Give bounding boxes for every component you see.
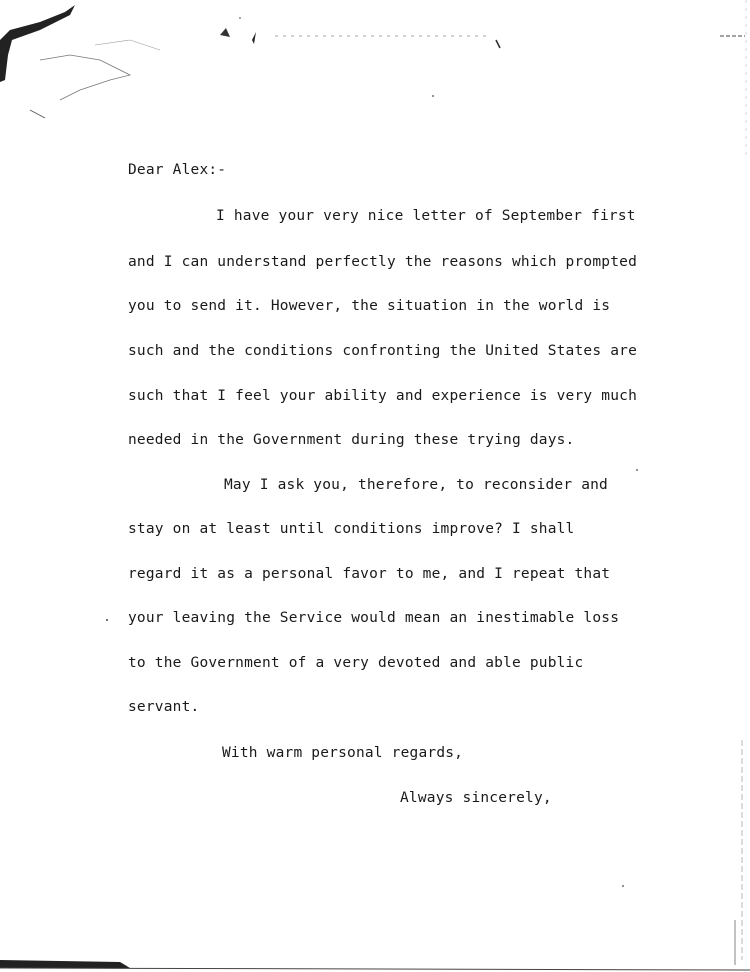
paragraph-1-line-4: such and the conditions confronting the United States are [128, 343, 637, 359]
scan-artifact-line [30, 110, 45, 118]
scan-artifact-corner [0, 5, 75, 82]
scan-artifact-bottom [0, 968, 750, 970]
salutation: Dear Alex:- [128, 162, 227, 178]
scan-artifact-bottom [0, 960, 130, 968]
paragraph-2-line-5: to the Government of a very devoted and able public [128, 655, 584, 671]
scan-artifact-dot [239, 17, 241, 19]
scan-artifact-dot [432, 95, 434, 97]
paragraph-2-line-3: regard it as a personal favor to me, and I repeat that [128, 566, 611, 582]
paragraph-2-line-4: your leaving the Service would mean an inestimable loss [128, 610, 620, 626]
scan-artifact-line [95, 40, 160, 50]
paragraph-1-line-5: such that I feel your ability and experience is very much [128, 388, 637, 404]
paragraph-1-line-1: I have your very nice letter of September first [216, 208, 636, 224]
scan-artifact-mark [220, 28, 230, 37]
scan-artifact-dot [622, 885, 624, 887]
paragraph-2-line-2: stay on at least until conditions improve? I shall [128, 521, 575, 537]
scan-artifact-line [40, 55, 130, 100]
scan-artifact-mark [496, 40, 500, 48]
scan-artifact-dot [106, 619, 108, 621]
paragraph-2-line-1: May I ask you, therefore, to reconsider and [224, 477, 608, 493]
paragraph-1-line-3: you to send it. However, the situation in the world is [128, 298, 611, 314]
paragraph-1-line-2: and I can understand perfectly the reasons which prompted [128, 254, 637, 270]
paragraph-1-line-6: needed in the Government during these trying days. [128, 432, 575, 448]
scan-artifact-dot [636, 469, 638, 471]
scan-artifact-mark [252, 32, 256, 44]
regards-line: With warm personal regards, [222, 745, 464, 761]
paragraph-2-line-6: servant. [128, 699, 200, 715]
closing-line: Always sincerely, [400, 790, 552, 806]
